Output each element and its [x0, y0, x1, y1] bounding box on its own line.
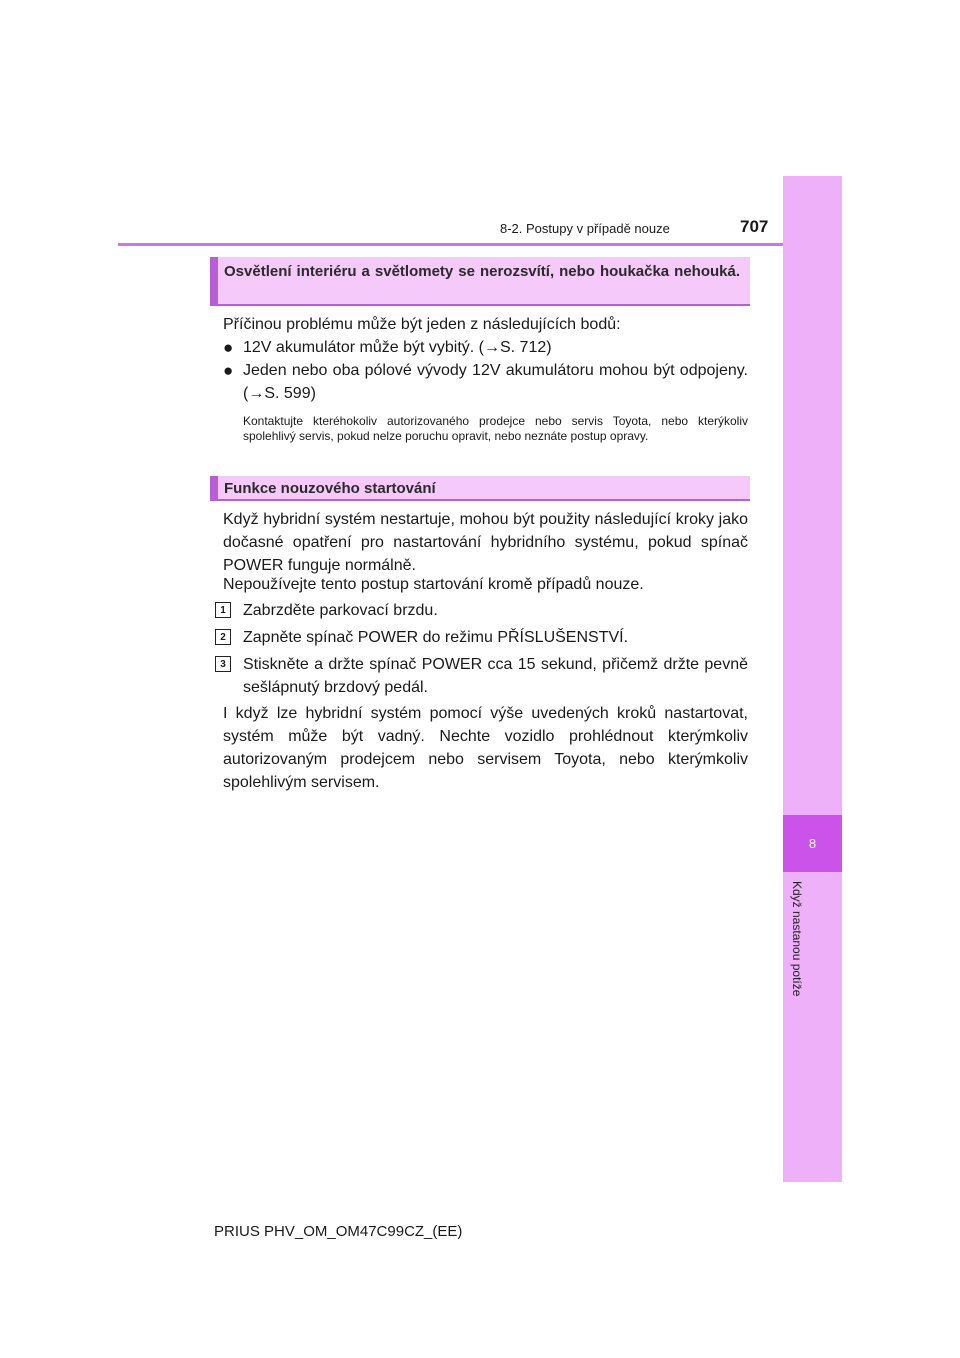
bullet-item: 12V akumulátor může být vybitý. (→S. 712) [243, 339, 552, 356]
service-note: Kontaktujte kteréhokoliv autorizovaného prodejce nebo servis Toyota, nebo kterýkoliv spolehlivý servis, pokud nelze poruchu opravit, nebo neznáte postup opravy. [243, 414, 748, 443]
step-text: Stiskněte a držte spínač POWER cca 15 sekund, přičemž držte pevně sešlápnutý brzdový pedál. [243, 656, 748, 696]
step-number-box: 2 [215, 629, 231, 645]
bullet-item: Jeden nebo oba pólové vývody 12V akumulátoru mohou být odpojeny. (→S. 599) [243, 362, 748, 402]
emergency-conclusion: I když lze hybridní systém pomocí výše uvedených kroků nastartovat, systém může být vadný. Nechte vozidlo prohlédnout kterýmkoliv autorizovaným prodejcem nebo servisem Toyota, nebo kterýmkoliv spolehlivým servisem. [223, 705, 748, 791]
header-rule [118, 243, 841, 246]
chapter-tab-number: 8 [808, 836, 817, 851]
cause-intro: Příčinou problému může být jeden z následujících bodů: [223, 316, 621, 333]
section-banner-emergency-start [210, 476, 750, 501]
step-text: Zabrzděte parkovací brzdu. [243, 602, 438, 619]
bullet-icon: ● [223, 338, 234, 357]
bullet-icon: ● [223, 361, 234, 380]
page-number: 707 [740, 217, 769, 236]
section-title-lights: Osvětlení interiéru a světlomety se nerozsvítí, nebo houkačka nehouká. [224, 263, 740, 280]
chapter-heading: 8-2. Postupy v případě nouze [500, 221, 670, 236]
emergency-intro: Když hybridní systém nestartuje, mohou být použity následující kroky jako dočasné opatření pro nastartování hybridního systému, pokud spínač POWER funguje normálně. [223, 511, 748, 574]
chapter-tab-label: Když nastanou potíže [790, 881, 804, 997]
chapter-tab-strip [783, 176, 842, 1182]
step-text: Zapněte spínač POWER do režimu PŘÍSLUŠENSTVÍ. [243, 629, 629, 646]
section-title-emergency-start: Funkce nouzového startování [224, 480, 436, 497]
emergency-warning: Nepoužívejte tento postup startování kromě případů nouze. [223, 576, 644, 593]
section-banner-lights [210, 257, 750, 306]
step-number-box: 1 [215, 602, 231, 618]
document-code: PRIUS PHV_OM_OM47C99CZ_(EE) [214, 1223, 463, 1240]
step-number-box: 3 [215, 656, 231, 672]
